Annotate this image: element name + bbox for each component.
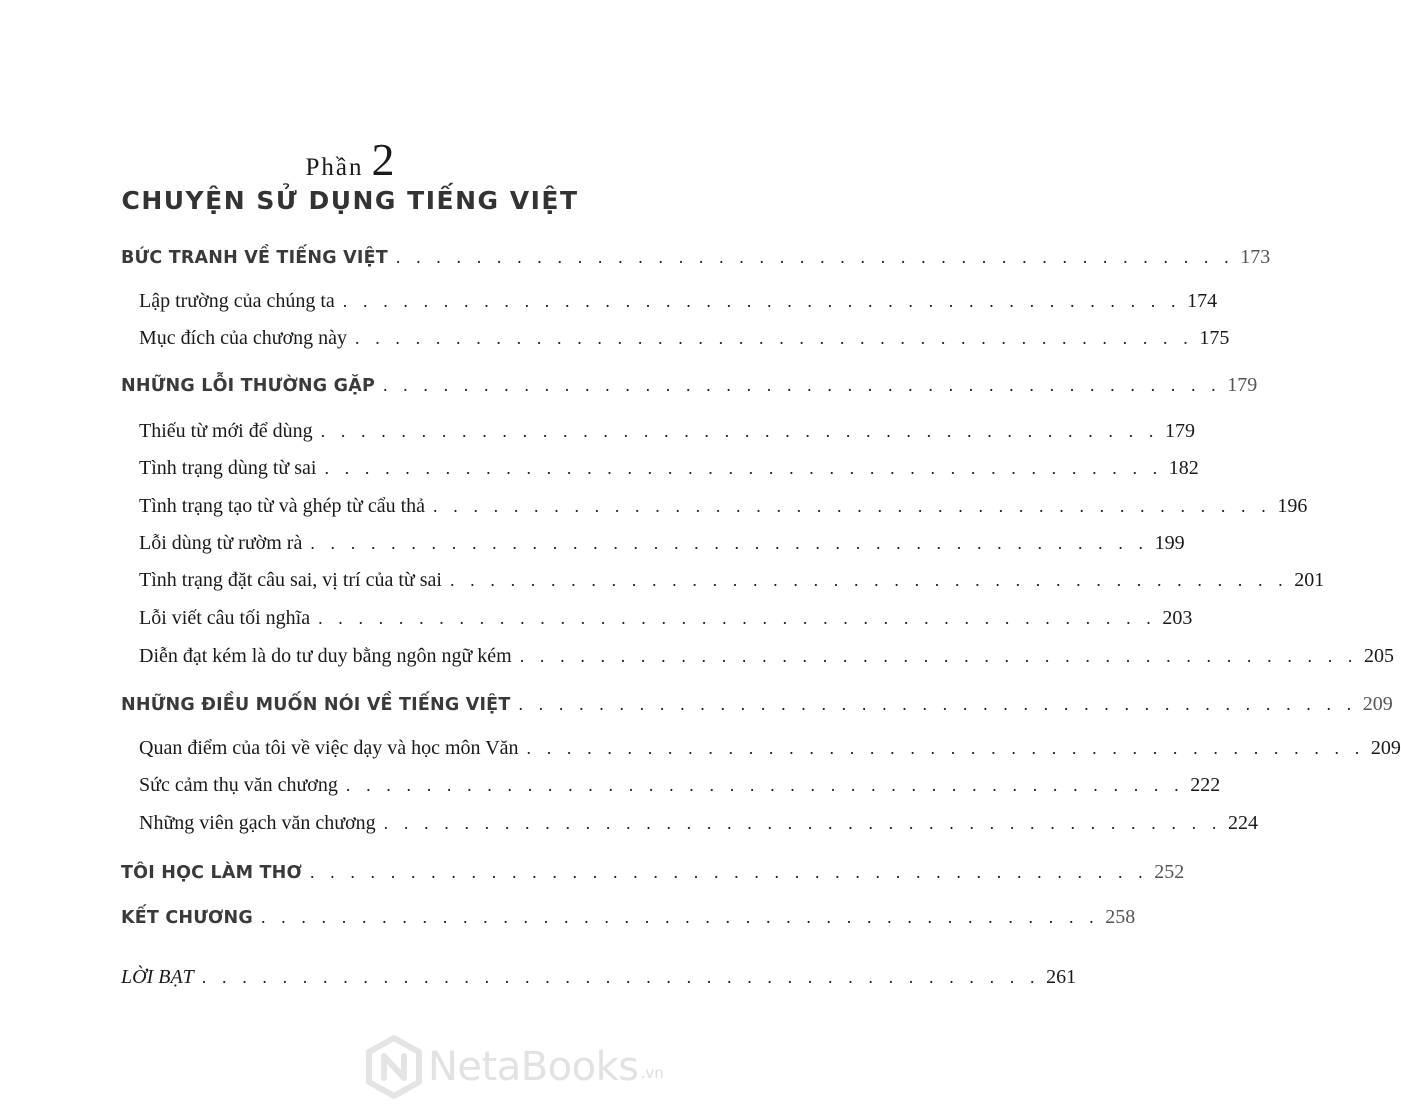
- toc-entry-label: NHỮNG ĐIỀU MUỐN NÓI VỀ TIẾNG VIỆT: [121, 695, 511, 715]
- toc-entry-label: Mục đích của chương này: [139, 327, 348, 349]
- toc-page-number: 173: [1240, 246, 1271, 268]
- toc-entry-label: NHỮNG LỖI THƯỜNG GẶP: [121, 376, 375, 396]
- part-number: 2: [371, 134, 395, 185]
- toc-leader-dots: . . . . . . . . . . . . . . . . . . . . . . . . . . . . . . . . . . . . . . . . . .: [342, 291, 1182, 311]
- part-title: CHUYỆN SỬ DỤNG TIẾNG VIỆT: [121, 186, 579, 215]
- toc-leader-dots: . . . . . . . . . . . . . . . . . . . . . . . . . . . . . . . . . . . . . . . . . .: [310, 533, 1149, 553]
- toc-leader-dots: . . . . . . . . . . . . . . . . . . . . . . . . . . . . . . . . . . . . . . . . . .: [395, 247, 1235, 267]
- toc-entry-label: Sức cảm thụ văn chương: [139, 774, 338, 796]
- toc-leader-dots: . . . . . . . . . . . . . . . . . . . . . . . . . . . . . . . . . . . . . . . . . .: [355, 328, 1194, 348]
- toc-entry-label: Tình trạng tạo từ và ghép từ cẩu thả: [139, 495, 426, 517]
- toc-entry[interactable]: [139, 327, 1230, 359]
- toc-entry[interactable]: [139, 420, 1195, 452]
- toc-leader-dots: . . . . . . . . . . . . . . . . . . . . . . . . . . . . . . . . . . . . . . . . . .: [318, 608, 1157, 628]
- toc-entry[interactable]: [139, 532, 1185, 564]
- toc-leader-dots: . . . . . . . . . . . . . . . . . . . . . . . . . . . . . . . . . . . . . . . . . .: [320, 421, 1159, 441]
- toc-entry-label: KẾT CHƯƠNG: [121, 908, 253, 928]
- toc-entry-label: Quan điểm của tôi về việc dạy và học môn Văn: [139, 737, 519, 759]
- toc-page-number: 261: [1046, 966, 1077, 988]
- toc-entry[interactable]: [139, 457, 1199, 489]
- toc-page-number: 182: [1168, 457, 1199, 479]
- toc-page-number: 199: [1154, 532, 1185, 554]
- toc-entry[interactable]: [139, 645, 1395, 677]
- toc-entry-label: Diễn đạt kém là do tư duy bằng ngôn ngữ kém: [139, 645, 512, 667]
- toc-leader-dots: . . . . . . . . . . . . . . . . . . . . . . . . . . . . . . . . . . . . . . . . . .: [324, 458, 1163, 478]
- toc-leader-dots: . . . . . . . . . . . . . . . . . . . . . . . . . . . . . . . . . . . . . . . . . .: [309, 862, 1149, 882]
- toc-entry[interactable]: [139, 290, 1218, 322]
- toc-page-number: 222: [1190, 774, 1221, 796]
- toc-entry-label: Thiếu từ mới để dùng: [139, 420, 313, 442]
- toc-leader-dots: . . . . . . . . . . . . . . . . . . . . . . . . . . . . . . . . . . . . . . . . . .: [433, 496, 1272, 516]
- toc-page-number: 224: [1227, 812, 1258, 834]
- toc-entry-label: Lỗi dùng từ rườm rà: [139, 532, 303, 554]
- netabooks-watermark: [364, 1034, 684, 1100]
- toc-entry-label: TÔI HỌC LÀM THƠ: [121, 863, 302, 883]
- netabooks-logo-icon: [364, 1034, 424, 1100]
- toc-entry-label: BỨC TRANH VỀ TIẾNG VIỆT: [121, 248, 388, 268]
- toc-entry[interactable]: [139, 495, 1308, 527]
- toc-leader-dots: . . . . . . . . . . . . . . . . . . . . . . . . . . . . . . . . . . . . . . . . . .: [345, 775, 1185, 795]
- toc-page-number: 209: [1370, 737, 1401, 759]
- toc-page-number: 196: [1277, 495, 1308, 517]
- toc-page-number: 205: [1364, 645, 1395, 667]
- toc-entry[interactable]: [139, 812, 1258, 844]
- watermark-suffix: .vn: [640, 1064, 664, 1082]
- toc-entry[interactable]: [139, 737, 1401, 769]
- toc-entry-label: Những viên gạch văn chương: [139, 812, 376, 834]
- toc-entry-section[interactable]: [121, 246, 1271, 278]
- toc-entry-section[interactable]: [121, 861, 1185, 893]
- toc-page-number: 252: [1154, 861, 1185, 883]
- toc-page-number: 203: [1162, 607, 1193, 629]
- toc-page-number: 179: [1227, 374, 1258, 396]
- toc-leader-dots: . . . . . . . . . . . . . . . . . . . . . . . . . . . . . . . . . . . . . . . . . .: [449, 570, 1289, 590]
- toc-page-number: 201: [1294, 569, 1325, 591]
- toc-leader-dots: . . . . . . . . . . . . . . . . . . . . . . . . . . . . . . . . . . . . . . . . . .: [518, 694, 1357, 714]
- toc-entry-section[interactable]: [121, 374, 1258, 406]
- toc-entry-label: LỜI BẠT: [121, 966, 194, 988]
- toc-leader-dots: . . . . . . . . . . . . . . . . . . . . . . . . . . . . . . . . . . . . . . . . . .: [382, 375, 1222, 395]
- toc-leader-dots: . . . . . . . . . . . . . . . . . . . . . . . . . . . . . . . . . . . . . . . . . .: [260, 907, 1100, 927]
- toc-page-number: 179: [1164, 420, 1195, 442]
- toc-page-number: 258: [1105, 906, 1136, 928]
- toc-entry[interactable]: [139, 569, 1325, 601]
- toc-leader-dots: . . . . . . . . . . . . . . . . . . . . . . . . . . . . . . . . . . . . . . . . . .: [201, 967, 1041, 987]
- toc-entry-label: Lỗi viết câu tối nghĩa: [139, 607, 311, 629]
- toc-page-number: 209: [1362, 693, 1393, 715]
- toc-entry-label: Tình trạng đặt câu sai, vị trí của từ sai: [139, 569, 442, 591]
- toc-leader-dots: . . . . . . . . . . . . . . . . . . . . . . . . . . . . . . . . . . . . . . . . . .: [519, 646, 1359, 666]
- toc-entry-section[interactable]: [121, 693, 1393, 725]
- toc-page-number: 175: [1199, 327, 1230, 349]
- toc-entry[interactable]: [139, 607, 1193, 639]
- toc-entry-label: Lập trường của chúng ta: [139, 290, 335, 312]
- toc-page-number: 174: [1187, 290, 1218, 312]
- part-word: Phần: [305, 154, 364, 181]
- toc-entry-label: Tình trạng dùng từ sai: [139, 457, 317, 479]
- toc-leader-dots: . . . . . . . . . . . . . . . . . . . . . . . . . . . . . . . . . . . . . . . . . .: [383, 813, 1222, 833]
- toc-entry-section[interactable]: [121, 906, 1136, 938]
- toc-leader-dots: . . . . . . . . . . . . . . . . . . . . . . . . . . . . . . . . . . . . . . . . . .: [526, 738, 1365, 758]
- toc-entry[interactable]: [139, 774, 1221, 806]
- toc-entry-epilogue[interactable]: [121, 966, 1077, 998]
- watermark-brand: NetaBooks: [428, 1044, 639, 1090]
